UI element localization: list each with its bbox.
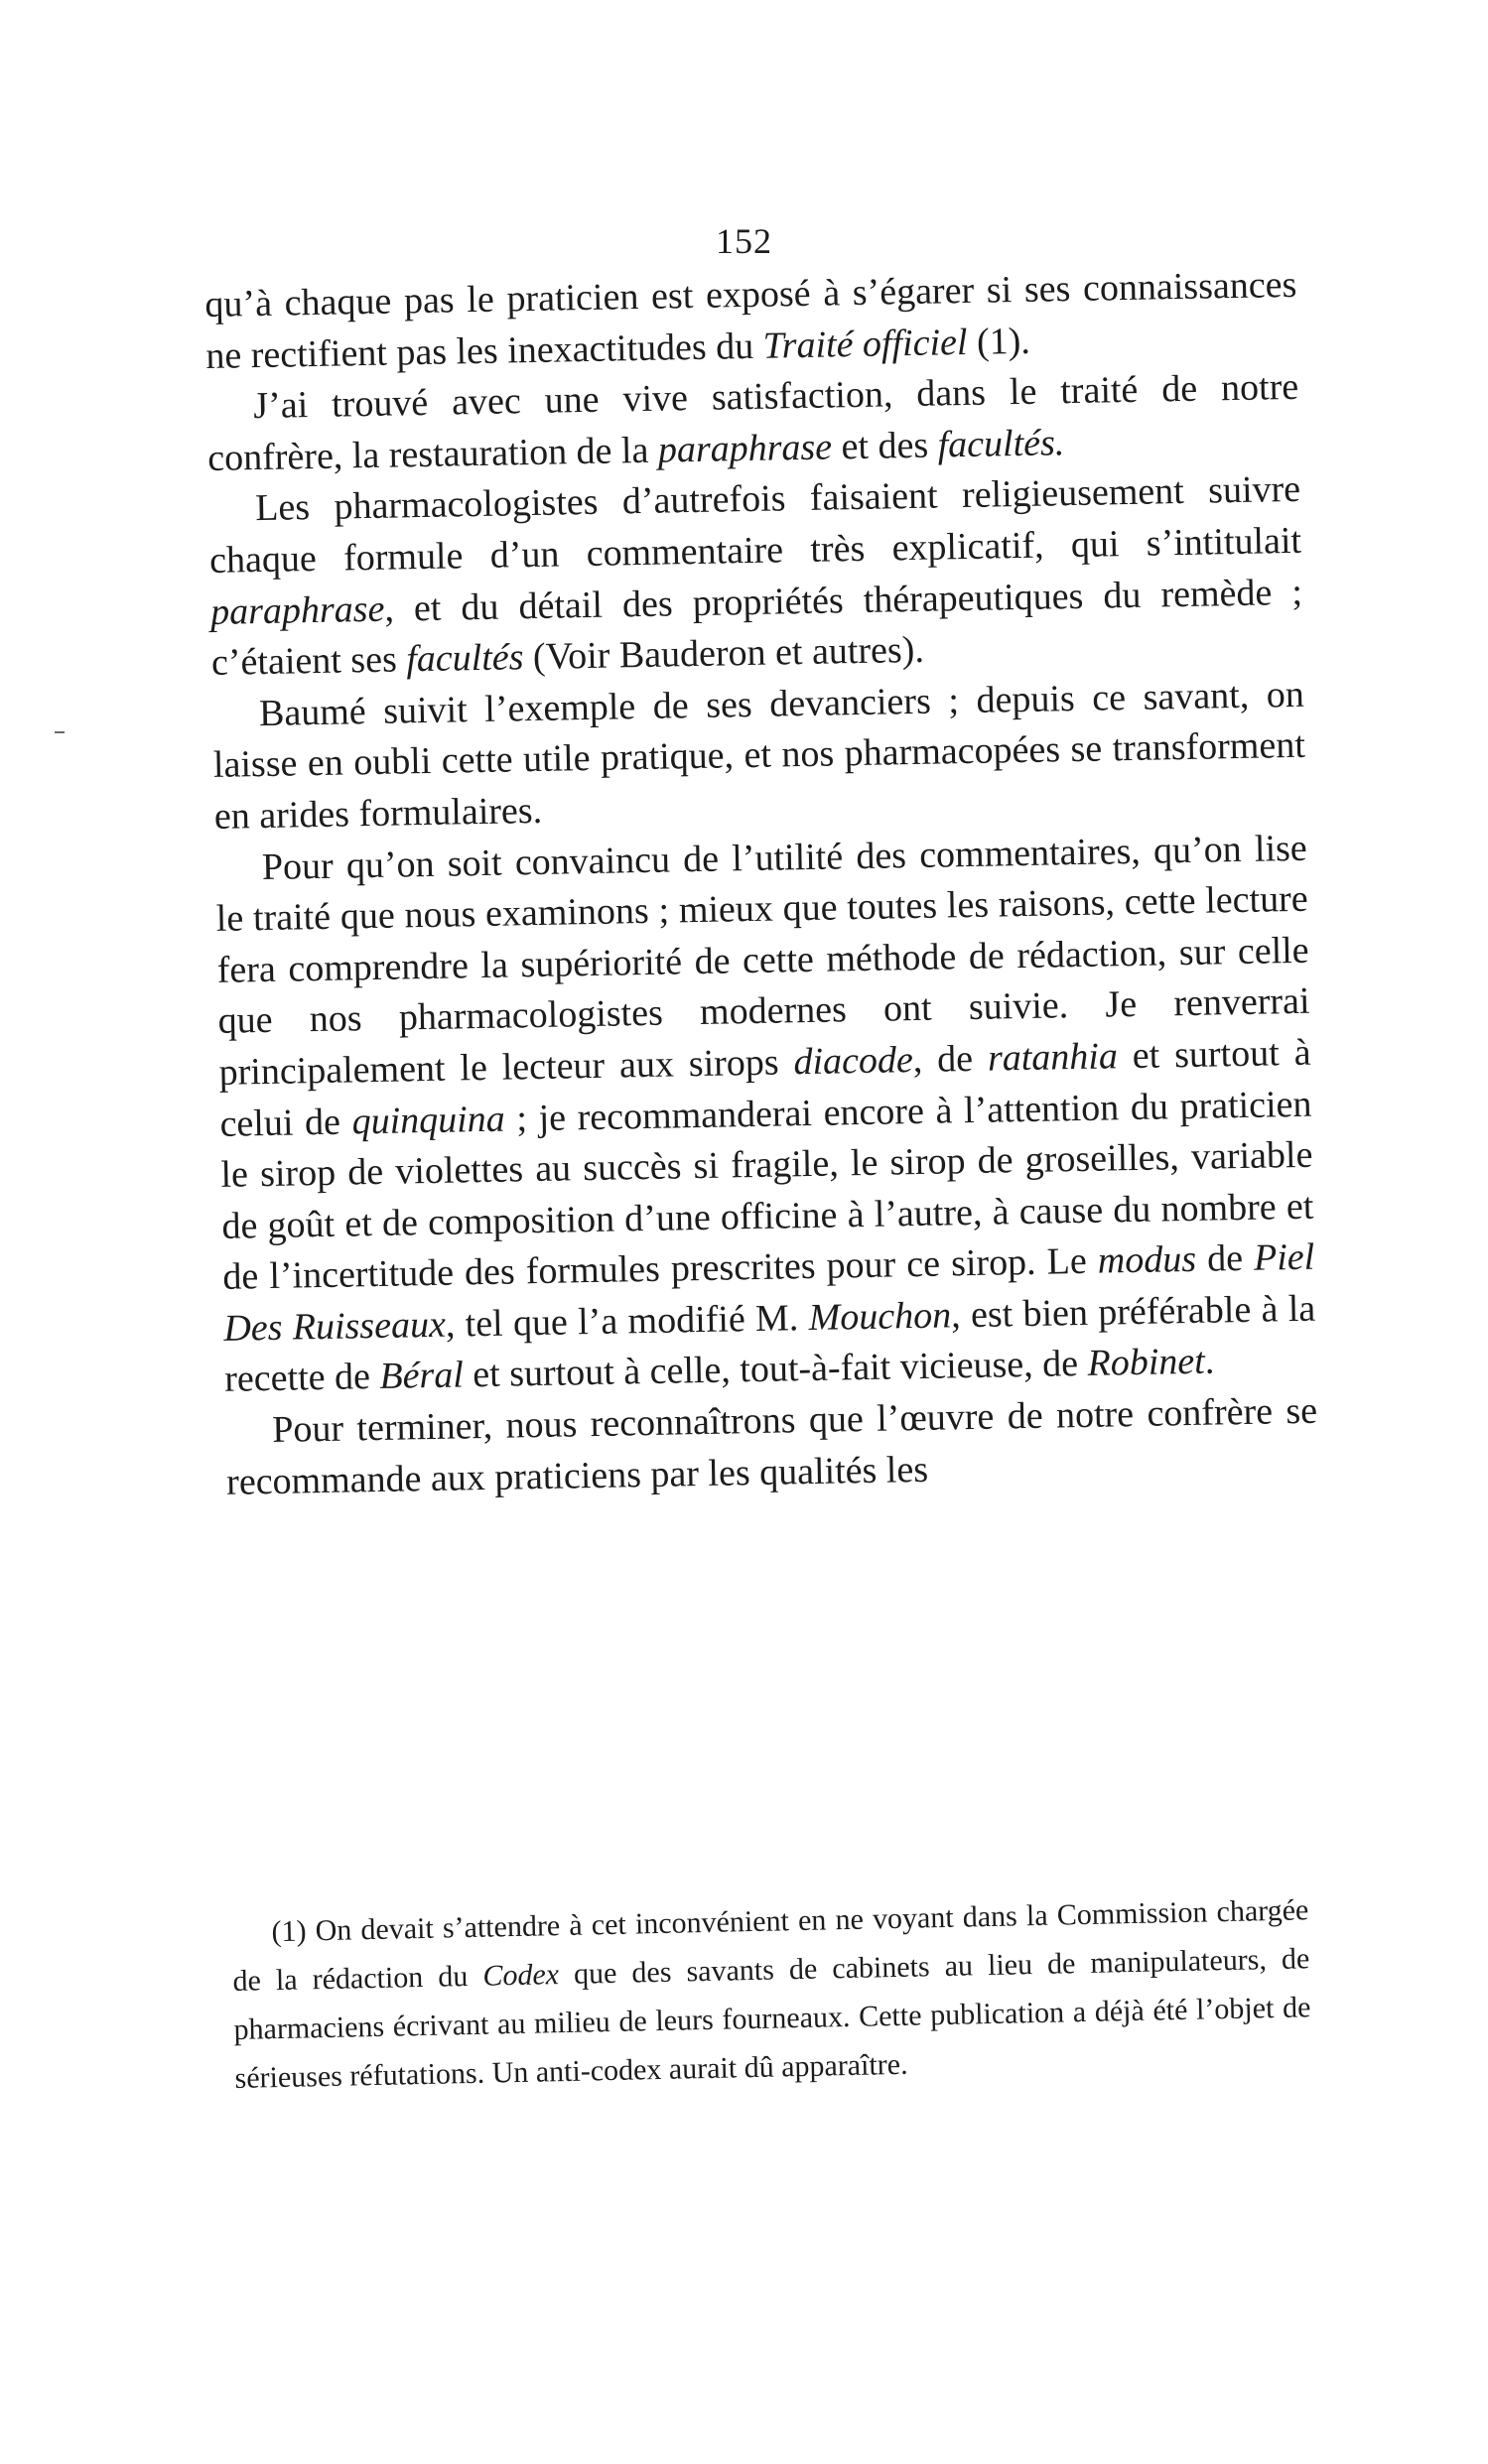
text-run: (1) On devait s’attendre à cet inconvénient en ne voyant dans la Commission chargée de la rédaction du [232, 1893, 1309, 1998]
paragraph [225, 1386, 1319, 1508]
text-run: , et du détail des propriétés thérapeutiques du remède ; c’étaient ses [210, 571, 1303, 685]
text-run: Pour terminer, nous reconnaîtrons que l’œuvre de notre confrère se recommande aux praticiens par les qualités les [225, 1389, 1318, 1503]
text-run: de [1195, 1237, 1255, 1281]
footnote [231, 1885, 1312, 2103]
text-run: qu’à chaque pas le praticien est exposé à s’égarer si ses connaissances ne rectifient pas les inexactitudes du [204, 263, 1297, 377]
italic-text: Piel Des Ruisseaux [222, 1235, 1315, 1350]
text-run: . [1204, 1341, 1215, 1383]
italic-text: facultés. [937, 421, 1065, 466]
text-run: ; je recommanderai encore à l’attention du praticien le sirop de violettes au succès si fragile, le sirop de groseilles, variable de goût et de composition d’une officine à l’autre, à cause du nombre et de l’incertitude des formules prescrites pour ce sirop. Le [220, 1083, 1314, 1299]
paragraph [212, 670, 1307, 843]
text-run: que des savants de cabinets au lieu de manipulateurs, de pharmaciens écrivant au milieu de leurs fourneaux. Cette publication a déjà été l’objet de sérieuses réfutations. Un anti-codex aurait dû apparaître. [233, 1942, 1311, 2095]
body-text [204, 260, 1319, 1508]
paragraph [214, 823, 1316, 1406]
footnotes [231, 1885, 1312, 2103]
paragraph [208, 464, 1304, 689]
text-run: Baumé suivit l’exemple de ses devanciers ; depuis ce savant, on laisse en oubli cette utile pratique, et nos pharmacopées se transforment en arides formulaires. [212, 673, 1306, 838]
italic-text: modus [1097, 1238, 1197, 1282]
text-run: , est bien préférable à la recette de [223, 1287, 1316, 1401]
margin-mark [55, 731, 65, 733]
text-run: et surtout à celui de [219, 1031, 1311, 1145]
text-run: Les pharmacologistes d’autrefois faisaient religieusement suivre chaque formule d’un commentaire très explicatif, qui s’intitulait [208, 468, 1302, 582]
italic-text: Robinet [1087, 1341, 1206, 1385]
text-run: et surtout à celle, tout-à-fait vicieuse, de [463, 1343, 1088, 1396]
paragraph [206, 362, 1300, 484]
italic-text: paraphrase [657, 426, 833, 471]
text-run: , tel que l’a modifié M. [445, 1296, 810, 1346]
italic-text: paraphrase [209, 587, 385, 633]
text-run: Pour qu’on soit convaincu de l’utilité des commentaires, qu’on lise le traité que nous examinons ; mieux que toutes les raisons, cette lecture fera comprendre la supériorité de cette méthode de rédaction, sur celle que nos pharmacologistes modernes ont suivie. Je renverrai principalement le lecteur aux sirops [215, 827, 1310, 1094]
text-run: (1). [967, 320, 1031, 363]
text-run: J’ai trouvé avec une vive satisfaction, dans le traité de notre confrère, la restauration de la [206, 366, 1299, 479]
text-run: et des [831, 424, 939, 468]
text-run: , de [912, 1037, 989, 1081]
page-number: 152 [716, 221, 772, 261]
italic-text: Codex [482, 1958, 560, 1993]
italic-text: Mouchon [808, 1294, 952, 1339]
italic-text: diacode [793, 1038, 914, 1084]
italic-text: Béral [379, 1354, 465, 1398]
italic-text: facultés [405, 636, 524, 681]
text-run: (Voir Bauderon et autres). [523, 628, 925, 679]
italic-text: ratanhia [987, 1035, 1119, 1080]
italic-text: Traité officiel [762, 321, 968, 367]
italic-text: quinquina [351, 1098, 506, 1142]
paragraph [204, 260, 1298, 382]
